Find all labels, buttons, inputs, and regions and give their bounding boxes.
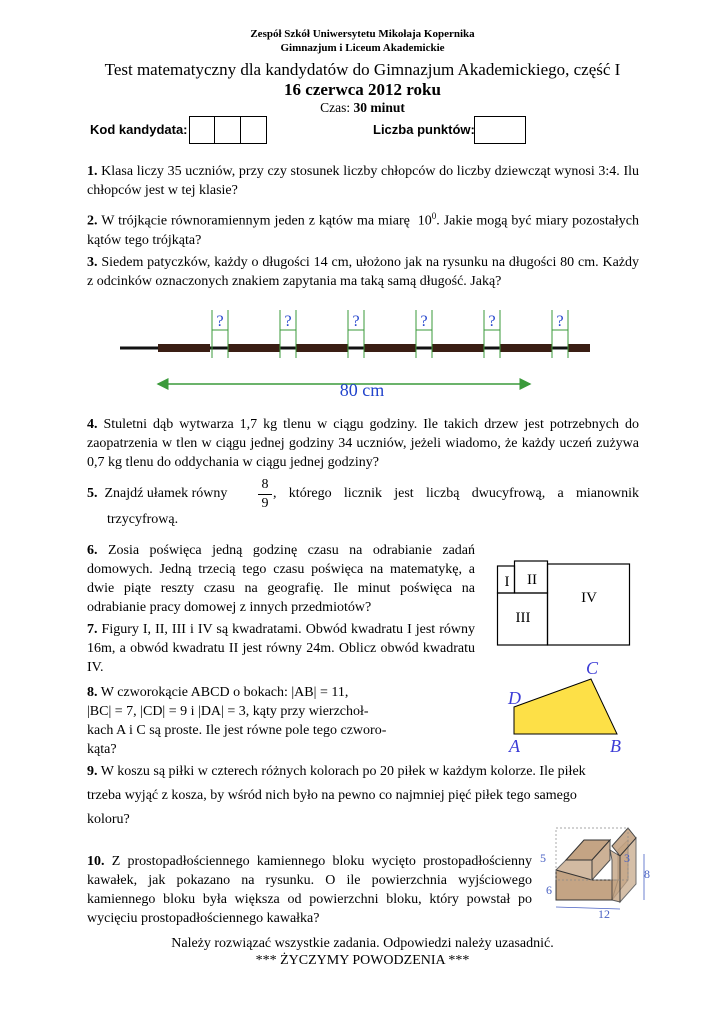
gap-question-mark: ? <box>352 313 360 330</box>
points-box[interactable] <box>474 116 526 144</box>
question-1 <box>87 162 639 200</box>
question-text: Z prostopadłościennego kamiennego bloku wycięto prostopadłościenny kawałek, jak pokazano na rysunku. O ile powierzchnia wyjściowego kamiennego bloku była większa od powierzchni bloku, który powstał po wycięciu prostopadłościennego kawałka? <box>87 854 532 926</box>
dim-6: 6 <box>546 883 552 897</box>
question-7 <box>87 620 475 677</box>
question-text: Znajdź ułamek równy <box>104 486 228 501</box>
dim-5: 5 <box>540 851 546 865</box>
question-text: |BC| = 7, |CD| = 9 i |DA| = 3, kąty przy wierzchoł- <box>87 704 369 719</box>
question-8 <box>87 683 487 759</box>
block-figure <box>538 820 658 920</box>
question-number: 5. <box>87 486 98 501</box>
question-4 <box>87 415 639 472</box>
question-text: Klasa liczy 35 uczniów, przy czy stosunek liczby chłopców do liczby dziewcząt wynosi 3:4. Ilu chłopców jest w tej klasie? <box>87 164 639 198</box>
gap-marker <box>280 310 296 358</box>
page-title: Test matematyczny dla kandydatów do Gimnazjum Akademickiego, część I <box>104 60 621 79</box>
points-label: Liczba punktów: <box>373 122 475 137</box>
question-number: 6. <box>87 543 98 558</box>
gap-marker <box>212 310 228 358</box>
school-name-line2: Gimnazjum i Liceum Akademickie <box>280 42 445 54</box>
vertex-B: B <box>610 736 621 754</box>
test-date: 16 czerwca 2012 roku <box>284 80 441 99</box>
time-value: 30 minut <box>353 100 405 115</box>
candidate-code-box-3[interactable] <box>240 116 267 144</box>
question-text: kach A i C są proste. Ile jest równe pole tego czworo- <box>87 723 387 738</box>
stick <box>364 344 416 352</box>
gap-marker <box>348 310 364 358</box>
question-text: Siedem patyczków, każdy o długości 14 cm, ułożono jak na rysunku na długości 80 cm. Każdy z odcinków oznaczonych znakiem zapytania ma taką samą długość. Jaką? <box>87 255 639 289</box>
candidate-code-label: Kod kandydata: <box>90 122 188 137</box>
stick <box>432 344 484 352</box>
footer-wishes: *** ŻYCZYMY POWODZENIA *** <box>255 953 470 968</box>
gap-marker <box>552 310 568 358</box>
fraction <box>258 476 272 513</box>
question-text: W koszu są piłki w czterech różnych kolorach po 20 piłek w każdym kolorze. Ile piłek <box>100 764 586 779</box>
footer-instruction: Należy rozwiązać wszystkie zadania. Odpowiedzi należy uzasadnić. <box>171 936 554 951</box>
vertex-A: A <box>509 736 520 754</box>
time-label: Czas: <box>320 100 351 115</box>
question-3 <box>87 253 639 291</box>
fraction-numerator: 8 <box>261 477 269 492</box>
question-text: . Jakie mogą być miary pozostałych kątów tego trójkąta? <box>87 213 640 248</box>
label-IV: IV <box>581 590 597 606</box>
stone-block <box>556 828 636 902</box>
question-number: 7. <box>87 622 98 637</box>
squares-figure <box>496 560 632 646</box>
question-number: 3. <box>87 255 98 270</box>
quadrilateral-ABCD <box>514 679 617 734</box>
quadrilateral-figure <box>500 654 636 754</box>
label-I: I <box>504 574 510 590</box>
question-number: 9. <box>87 764 98 779</box>
sticks-figure <box>120 300 590 410</box>
time-limit <box>0 100 725 116</box>
question-text: trzeba wyjąć z kosza, by wśród nich było na pewno co najmniej pięć piłek tego samego <box>87 788 577 803</box>
question-text: Zosia poświęca jedną godzinę czasu na odrabianie zadań domowych. Jedną trzecią tego czasu poświęca na matematykę, a dwie piąte reszty czasu na geografię. Ile minut poświęca na odrabianie pracy domowej z innych przedmiotów? <box>87 543 476 615</box>
question-2 <box>87 207 639 250</box>
fraction-denominator: 9 <box>258 494 272 513</box>
question-number: 1. <box>87 164 98 179</box>
question-text: , którego licznik jest liczbą dwucyfrową, a mianownik <box>273 486 639 501</box>
stick <box>158 344 210 352</box>
angle-exponent: 0 <box>431 211 437 221</box>
question-text: W trójkącie równoramiennym jeden z kątów ma miarę <box>101 213 410 229</box>
dim-12: 12 <box>598 907 610 920</box>
stick <box>568 344 590 352</box>
stick <box>296 344 348 352</box>
gap-question-mark: ? <box>216 313 224 330</box>
question-number: 10. <box>87 854 105 869</box>
gap-marker <box>484 310 500 358</box>
question-6 <box>87 541 475 617</box>
question-10 <box>87 852 532 928</box>
school-name-line1: Zespół Szkół Uniwersytetu Mikołaja Kopernika <box>250 28 475 40</box>
question-text: Figury I, II, III i IV są kwadratami. Obwód kwadratu I jest równy 16m, a obwód kwadratu II jest równy 24m. Oblicz obwód kwadratu IV. <box>87 622 475 675</box>
question-text: trzycyfrową. <box>107 512 179 527</box>
gap-question-mark: ? <box>420 313 428 330</box>
question-text: W czworokącie ABCD o bokach: |AB| = 11, <box>100 685 349 700</box>
dim-3: 3 <box>624 851 630 865</box>
gap-question-mark: ? <box>284 313 292 330</box>
vertex-D: D <box>508 688 521 708</box>
candidate-code-box-1[interactable] <box>189 116 215 144</box>
label-II: II <box>527 572 537 588</box>
angle-value: 10 <box>417 213 432 229</box>
question-number: 2. <box>87 213 98 229</box>
candidate-code-box-2[interactable] <box>214 116 241 144</box>
gap-question-mark: ? <box>556 313 564 330</box>
stick <box>500 344 552 352</box>
dim-8: 8 <box>644 867 650 881</box>
stick <box>228 344 280 352</box>
question-text: koloru? <box>87 812 130 827</box>
question-number: 4. <box>87 417 98 432</box>
question-text: kąta? <box>87 742 117 757</box>
label-III: III <box>515 610 531 626</box>
question-text: Stuletni dąb wytwarza 1,7 kg tlenu w ciągu godziny. Ile takich drzew jest potrzebnych do zaopatrzenia w tlen w ciągu jednej godziny 34 uczniów, jeżeli wiadomo, że każdy uczeń zużywa 0,7 kg tlenu do oddychania w ciągu jednej godziny? <box>87 417 640 470</box>
dim-line-12 <box>556 907 620 909</box>
question-number: 8. <box>87 685 98 700</box>
vertex-C: C <box>586 658 599 678</box>
gap-marker <box>416 310 432 358</box>
gap-question-mark: ? <box>488 313 496 330</box>
length-label: 80 cm <box>339 380 385 400</box>
